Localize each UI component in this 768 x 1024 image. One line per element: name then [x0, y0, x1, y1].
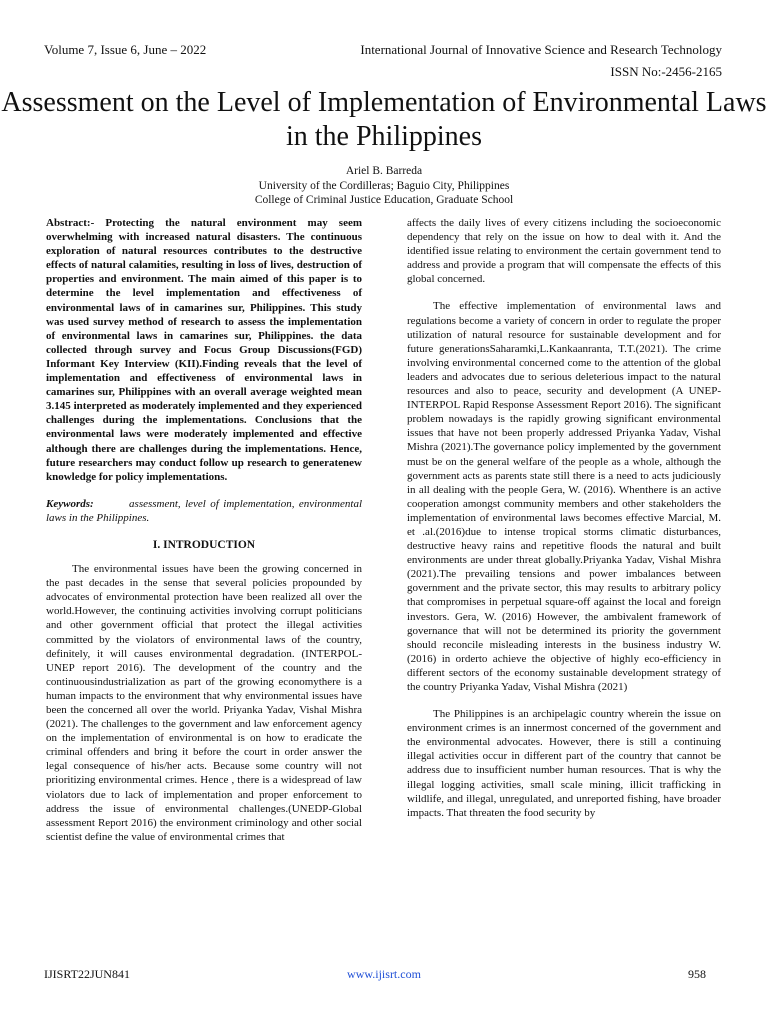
intro-paragraph-1: The environmental issues have been the growing concerned in the past decades in the sense that several policies propounded by advocates of environmental protection have been realized all over the world.However, the continuing activities involving corrupt politicians and other government official that protect the illegal activities committed by the violators of environmental laws of the country, definitely, it will causes environmental degradation. (INTERPOL-UNEP report 2016). The development of the country and the continuousindustrialization as part of the growing economythere is a human impacts to the environment that why environmental issues have been the concerned all over the world. Priyanka Yadav, Vishal Mishra (2021). The challenges to the government and law enforcement agency on the implementation of environmental is on how to eradicate the criminal offenders and bring it before the court in order answer the legal consequence of his/her acts. Because some country will not prioritizing environmental crimes. Hence , there is a widespread of law violators due to lack of implementation and proper enforcement to address the issue of environmental challenges.(UNEDP-Global assessment Report 2016) the environment criminology and other social scientist define the value of environmental crimes that — [46, 563, 362, 843]
issn-number: ISSN No:-2456-2165 — [610, 64, 722, 79]
intro-paragraph-2: The effective implementation of environmental laws and regulations become a variety of concern in order to regulate the proper utilization of natural resource for sustainable development and for future generationsSaharamki,L.Kankaanranta, T.T.(2021). The crime involving environmental concerned come to the attention of the global leaders and advocates due to serious deleterious impact to the natural resources and also to peace, security and development (A UNEP- INTERPOL Rapid Response Assessment Report 2016). The significant problem nowadays is the rapidly growing significant environmental issues that have not been properly addressed Priyanka Yadav, Vishal Mishra (2021).The governance policy implemented by the government must be on the general welfare of the people as a whole, although the government acts as parents state still there is a need to acts judiciously in all dealing with the people Gera, W. (2016). Whenthere is an active cooperation amongst community members and other stakeholders the implementation of environmental laws becomes effective Marcial, M. et .al.(2016)due to intense tropical storms climatic disturbances, destructive heavy rains and repetitive floods the natural and built environments are under threat globally.Priyanka Yadav, Vishal Mishra (2021).The prevailing tensions and power imbalances between government and the private sector, this may results to arbitrary policy that compromises in perpetual square-off against the local and foreign investors. Gera, W. (2016) However, the ambivalent framework of governance that will not be determined its priority the government should reconcile misleading interests in the business industry W. (2016) in orderto achieve the objective of highly eco-efficiency in different sectors of the economy sustainable development strategy of the country Priyanka Yadav, Vishal Mishra (2021) — [407, 300, 721, 693]
keywords-label: Keywords: — [46, 497, 94, 510]
paper-title: Assessment on the Level of Implementation of Environmental Laws in the Philippines — [1, 87, 767, 152]
journal-website-link[interactable]: www.ijisrt.com — [347, 967, 421, 981]
volume-issue: Volume 7, Issue 6, June – 2022 — [44, 42, 207, 57]
intro-paragraph-3: The Philippines is an archipelagic country wherein the issue on environment crimes is an innermost concerned of the government and the environmental advocates. However, there is still a continuing illegal activities occur in different part of the country that cannot be address due to insufficient number human resources. That is why the illegal logging activities, small scale mining, illicit trafficking in wildlife, and illegal, unregulated, and unreported fishing, have broader impacts. That threaten the food security by — [407, 708, 721, 819]
abstract: Abstract:- Protecting the natural environment may seem overwhelming with increased natural disasters. The continuous exploration of natural resources contributes to the destructive effects of natural calamities, resulting in loss of lives, destruction of properties and environment. The main aimed of this paper is to determine the level implementation and effectiveness of environmental laws of in camarines sur, Philippines. This study was used survey method of research to assess the implementation of environmental laws in camarines sur, Philippines. the data collected through survey and Focus Group Discussions(FGD) Informant Key Interview (KII).Finding reveals that the level of implementation and effectiveness of environmental laws in camarines sur, Philippines with an overall average weighted mean 3.145 interpreted as moderately implemented and they experienced challenges during the implementations. Conclusions that the environmental laws were moderately implemented and effective although there are challenges during the implementations. Hence, future researchers may conduct follow up research to generatenew knowledge for policy implementations. — [46, 217, 362, 483]
author-affiliation-university: University of the Cordilleras; Baguio City, Philippines — [258, 179, 510, 192]
author-affiliation-college: College of Criminal Justice Education, Graduate School — [254, 194, 514, 206]
section-heading-introduction: I. INTRODUCTION — [152, 538, 256, 551]
keywords-text: assessment, level of implementation, environmental laws in the Philippines. — [46, 497, 362, 524]
author-name: Ariel B. Barreda — [345, 165, 423, 177]
paper-code: IJISRT22JUN841 — [44, 967, 130, 981]
journal-name: International Journal of Innovative Science and Research Technology — [360, 42, 722, 57]
page-number: 958 — [688, 967, 706, 981]
left-column — [46, 216, 362, 844]
author-block — [0, 164, 768, 208]
intro-paragraph-1-continued: affects the daily lives of every citizens including the socioeconomic dependency that rely on the issue on how to deal with it. And the identified issue relating to environment the certain government tend to address and provide a program that will compensate the effects of this global concerned. — [407, 217, 721, 286]
right-column — [407, 216, 721, 820]
keywords — [46, 497, 362, 525]
